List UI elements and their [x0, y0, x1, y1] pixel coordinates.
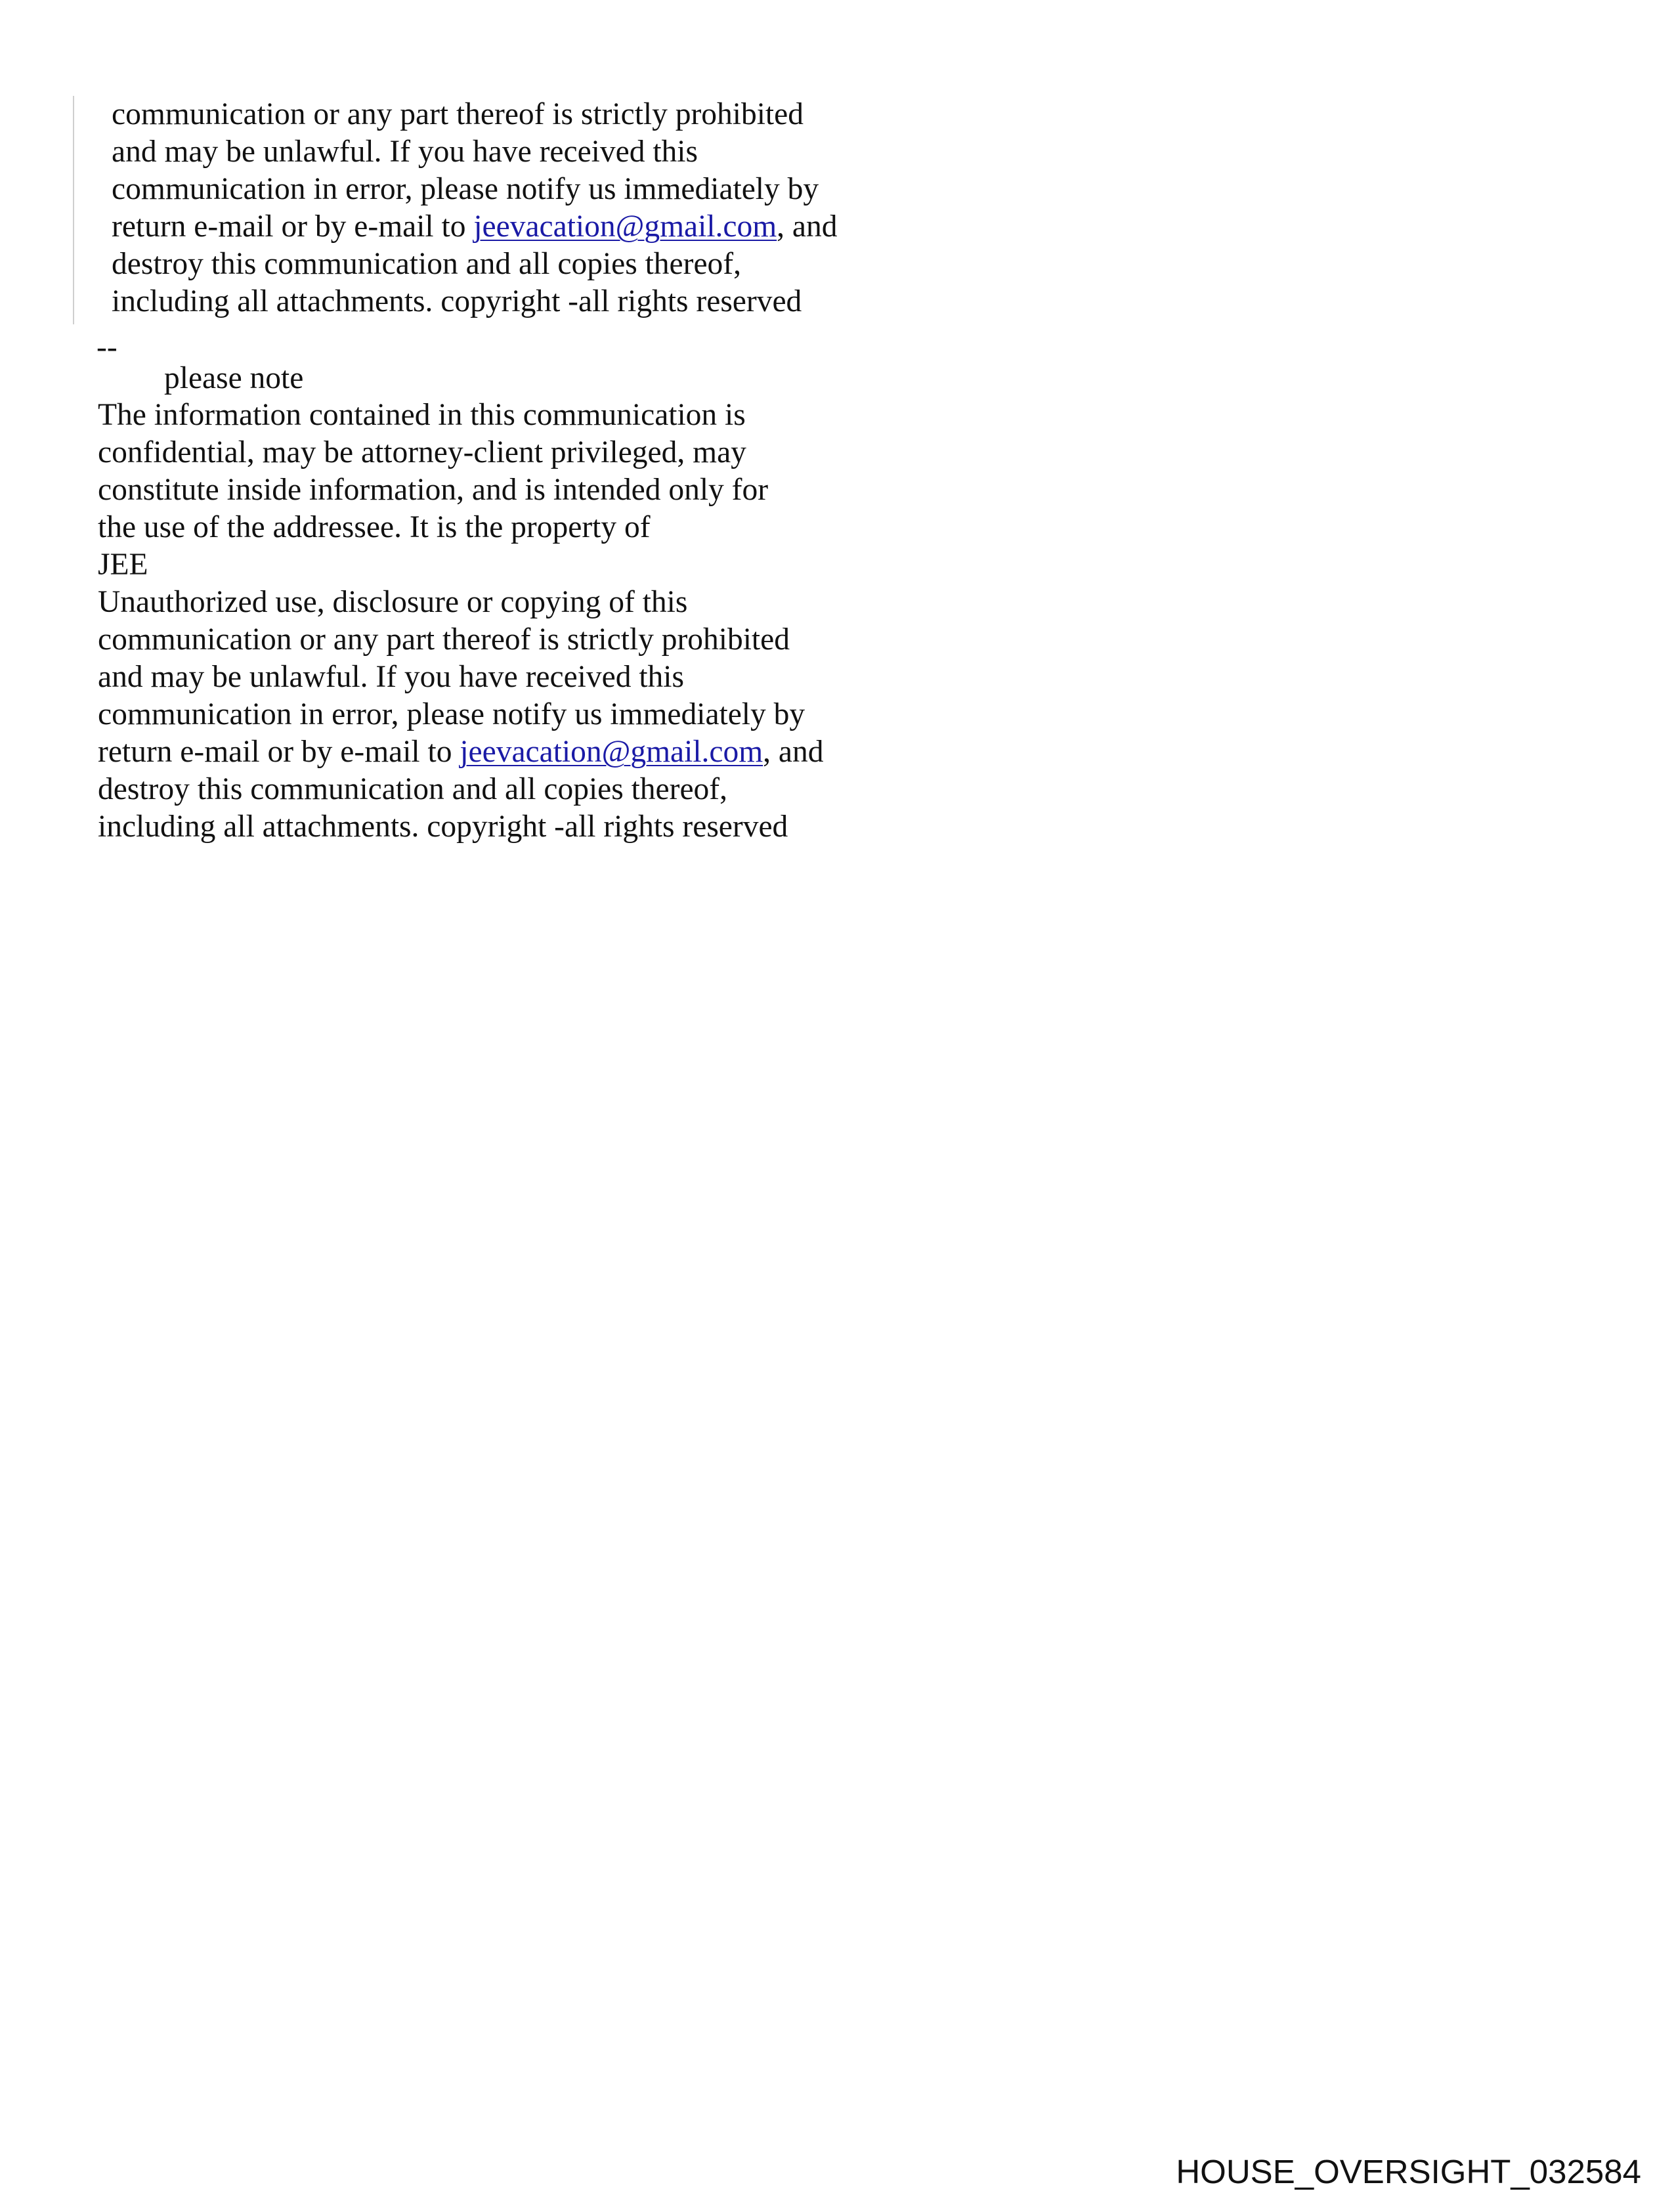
notice-line: The information contained in this communication is [98, 398, 746, 432]
notice-line: destroy this communication and all copies thereof, [98, 772, 727, 806]
quoted-link-suffix: , and [777, 209, 838, 244]
quoted-line: communication or any part thereof is strictly prohibited [112, 97, 804, 131]
quoted-reply-block [73, 96, 993, 324]
quoted-link-prefix: return e-mail or by e-mail to [112, 209, 474, 244]
notice-line: and may be unlawful. If you have received this [98, 660, 684, 694]
email-link[interactable]: jeevacation@gmail.com [473, 209, 777, 244]
quoted-line: and may be unlawful. If you have received this [112, 135, 698, 169]
quoted-line: communication in error, please notify us immediately by [112, 172, 819, 206]
quoted-link-line [112, 208, 838, 246]
quoted-line: including all attachments. copyright -all rights reserved [112, 284, 802, 318]
notice-line: communication in error, please notify us immediately by [98, 697, 805, 731]
email-link[interactable]: jeevacation@gmail.com [460, 735, 763, 769]
notice-line: confidential, may be attorney-client privileged, may [98, 435, 746, 469]
notice-line: constitute inside information, and is intended only for [98, 473, 769, 507]
document-id-stamp: HOUSE_OVERSIGHT_032584 [1176, 2153, 1641, 2190]
confidentiality-notice [98, 397, 824, 846]
notice-line: communication or any part thereof is strictly prohibited [98, 622, 790, 657]
notice-link-suffix: , and [763, 735, 824, 769]
signature-separator: -- [97, 330, 118, 364]
notice-line: Unauthorized use, disclosure or copying of this [98, 585, 688, 619]
notice-line: the use of the addressee. It is the property of [98, 510, 651, 544]
notice-link-prefix: return e-mail or by e-mail to [98, 735, 460, 769]
please-note-heading: please note [164, 361, 304, 395]
notice-line: JEE [98, 548, 148, 582]
quoted-line: destroy this communication and all copies thereof, [112, 247, 741, 281]
notice-link-line [98, 733, 824, 771]
quoted-text [112, 96, 838, 320]
notice-line: including all attachments. copyright -all rights reserved [98, 810, 788, 844]
